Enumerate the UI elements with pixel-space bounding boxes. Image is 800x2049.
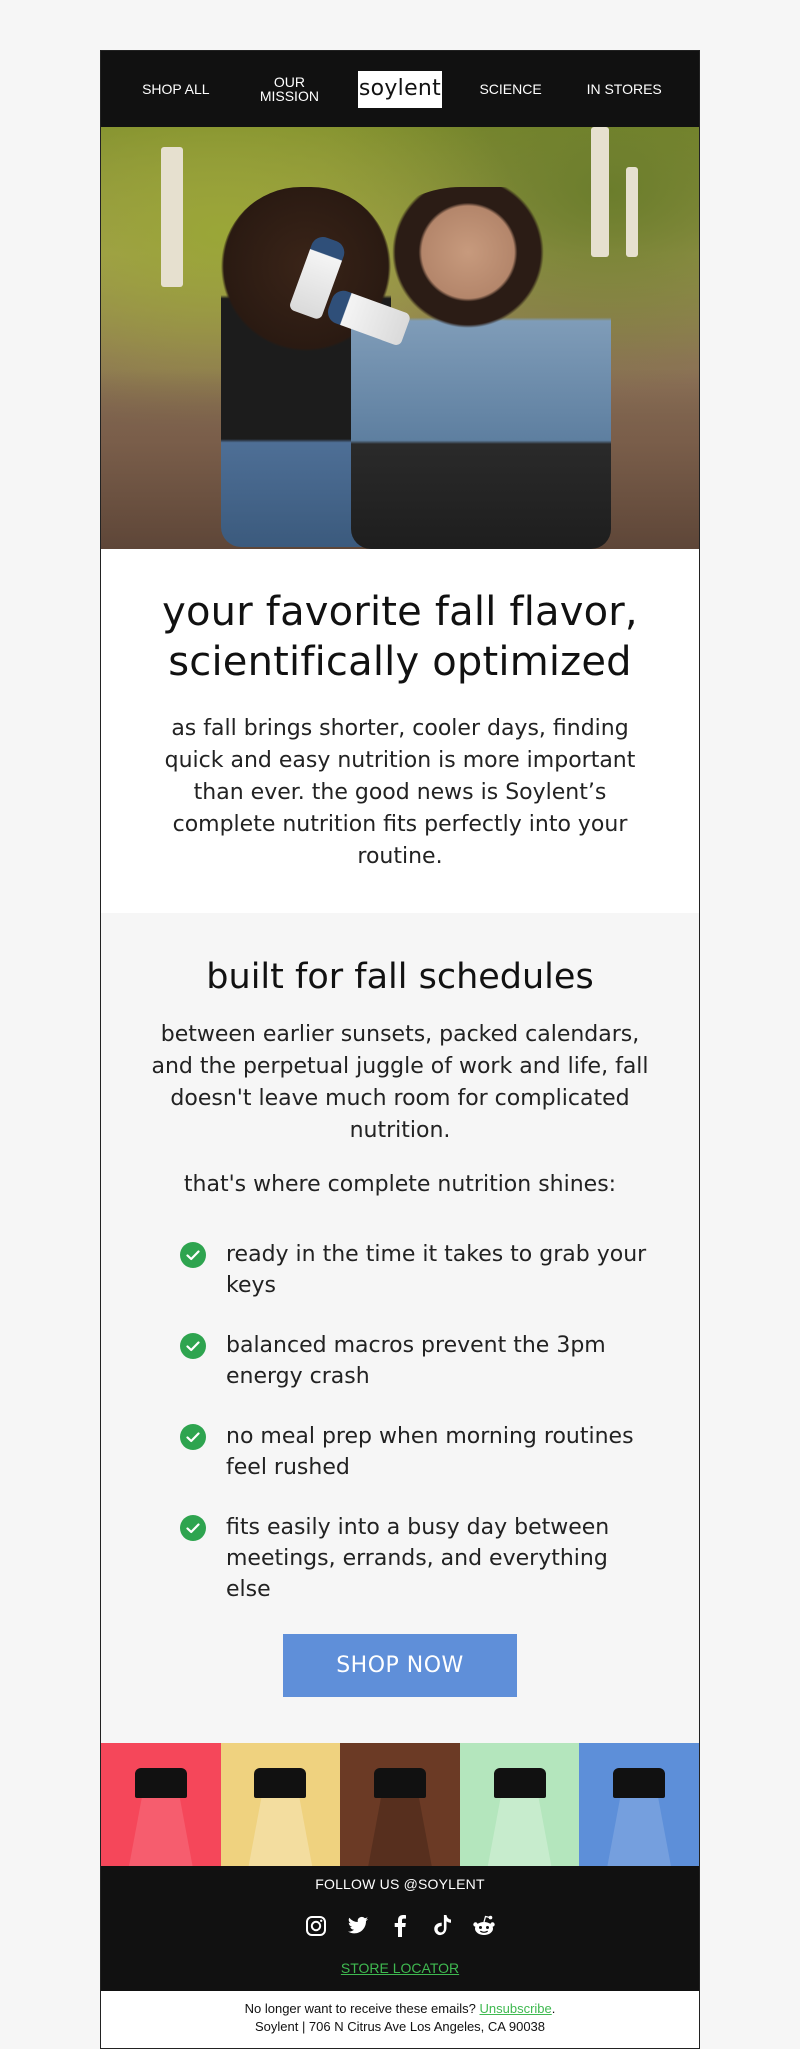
- product-tile-chocolate[interactable]: [340, 1743, 460, 1866]
- checklist-text: ready in the time it takes to grab your keys: [226, 1242, 647, 1298]
- checklist-item: [180, 1421, 650, 1483]
- bottle-body: [246, 1798, 314, 1866]
- nav-science[interactable]: SCIENCE: [479, 81, 542, 97]
- fall-shines: that's where complete nutrition shines:: [183, 1172, 617, 1197]
- nav-shop-all[interactable]: SHOP ALL: [142, 81, 210, 97]
- background-pillar: [626, 167, 638, 257]
- bottle-cap: [613, 1768, 665, 1798]
- unsubscribe-line: [101, 2000, 699, 2018]
- background-pillar: [161, 147, 183, 287]
- bottle-body: [486, 1798, 554, 1866]
- checklist-text: no meal prep when morning routines feel rushed: [226, 1424, 634, 1480]
- hero-image[interactable]: [101, 127, 699, 549]
- bottle-body: [605, 1798, 673, 1866]
- bottle-body: [366, 1798, 434, 1866]
- nav-in-stores[interactable]: IN STORES: [586, 81, 662, 97]
- soylent-logo[interactable]: soylent: [358, 71, 442, 108]
- unsubscribe-suffix: .: [551, 2001, 556, 2016]
- instagram-icon[interactable]: [304, 1914, 328, 1938]
- unsubscribe-link[interactable]: Unsubscribe: [479, 2001, 552, 2016]
- product-tile-mint[interactable]: [460, 1743, 580, 1866]
- intro-section: [101, 549, 699, 913]
- bottle-cap: [254, 1768, 306, 1798]
- shop-now-button[interactable]: SHOP NOW: [283, 1634, 517, 1697]
- store-locator-link[interactable]: STORE LOCATOR: [340, 1960, 460, 1976]
- social-links: [101, 1914, 699, 1938]
- bottle-cap: [135, 1768, 187, 1798]
- intro-body: as fall brings shorter, cooler days, finding quick and easy nutrition is more important than ever. the good news is Soylent’s complete nutrition fits perfectly into your routine.: [164, 716, 636, 869]
- company-address: Soylent | 706 N Citrus Ave Los Angeles, CA 90038: [254, 2019, 546, 2034]
- checklist-text: balanced macros prevent the 3pm energy crash: [226, 1333, 606, 1389]
- facebook-icon[interactable]: [388, 1914, 412, 1938]
- nav-our-mission[interactable]: OUR MISSION: [259, 74, 319, 104]
- check-icon: [180, 1515, 206, 1541]
- benefits-checklist: [150, 1239, 650, 1605]
- intro-title: your favorite fall flavor, scientifically optimized: [162, 589, 638, 685]
- product-tile-banana[interactable]: [221, 1743, 341, 1866]
- product-tile-strawberry[interactable]: [101, 1743, 221, 1866]
- checklist-item: [180, 1330, 650, 1392]
- reddit-icon[interactable]: [472, 1914, 496, 1938]
- bottle-cap: [374, 1768, 426, 1798]
- person-right: [351, 187, 611, 549]
- check-icon: [180, 1424, 206, 1450]
- legal-footer: [101, 1991, 699, 2048]
- checklist-item: [180, 1239, 650, 1301]
- unsubscribe-prefix: No longer want to receive these emails?: [244, 2001, 480, 2016]
- bottle-body: [127, 1798, 195, 1866]
- product-tile-original[interactable]: [579, 1743, 699, 1866]
- checklist-text: fits easily into a busy day between meetings, errands, and everything else: [226, 1515, 610, 1602]
- email-container: [100, 50, 700, 2049]
- product-strip[interactable]: [101, 1743, 699, 1866]
- check-icon: [180, 1242, 206, 1268]
- follow-us-label: FOLLOW US @SOYLENT: [315, 1876, 485, 1892]
- top-nav: [101, 51, 699, 127]
- fall-section: [101, 913, 699, 1743]
- fall-title: built for fall schedules: [206, 957, 594, 997]
- check-icon: [180, 1333, 206, 1359]
- footer: [101, 1866, 699, 1991]
- bottle-cap: [494, 1768, 546, 1798]
- checklist-item: [180, 1512, 650, 1605]
- twitter-icon[interactable]: [346, 1914, 370, 1938]
- fall-body: between earlier sunsets, packed calendars, and the perpetual juggle of work and life, fall doesn't leave much room for complicated nutrition.: [151, 1022, 649, 1143]
- tiktok-icon[interactable]: [430, 1914, 454, 1938]
